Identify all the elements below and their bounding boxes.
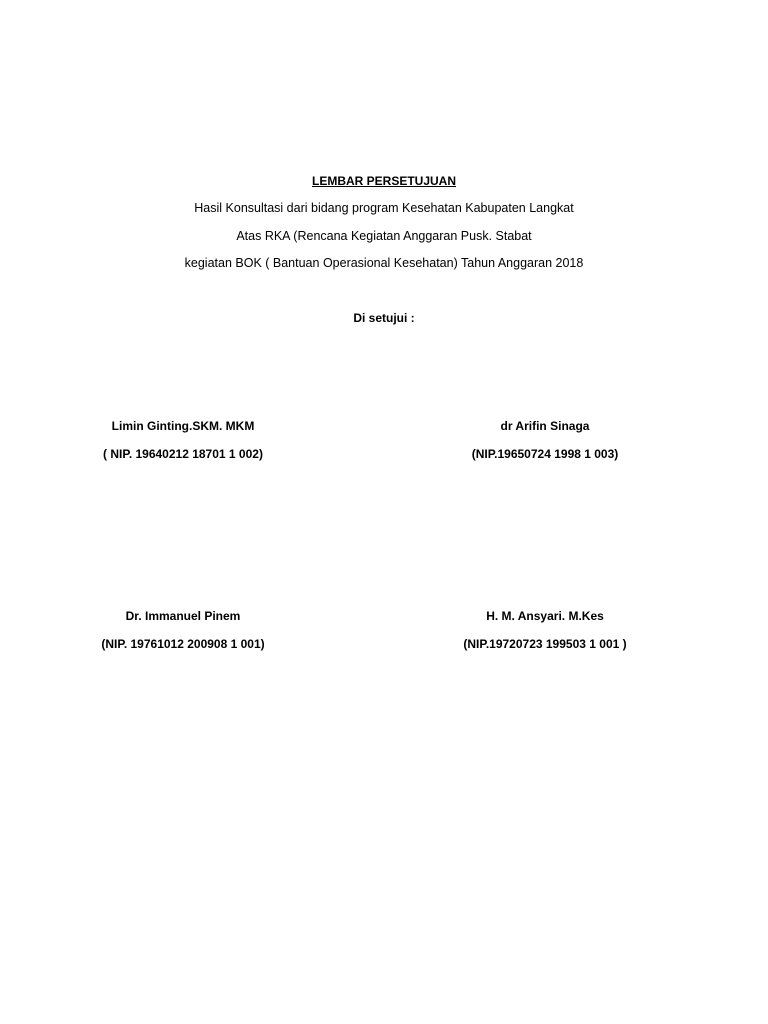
signatory-3-nip: (NIP. 19761012 200908 1 001): [101, 637, 265, 651]
signatory-3-name: Dr. Immanuel Pinem: [125, 609, 241, 623]
signatory-2-name: dr Arifin Sinaga: [500, 419, 590, 433]
signatory-4-name: H. M. Ansyari. M.Kes: [486, 609, 604, 623]
intro-line-2: Atas RKA (Rencana Kegiatan Anggaran Pusk. Stabat: [236, 229, 532, 243]
intro-line-1: Hasil Konsultasi dari bidang program Kesehatan Kabupaten Langkat: [194, 201, 574, 215]
approved-label: Di setujui :: [353, 311, 415, 325]
document-title: LEMBAR PERSETUJUAN: [311, 174, 456, 188]
signatory-1-nip: ( NIP. 19640212 18701 1 002): [103, 447, 263, 461]
signatory-1-name: Limin Ginting.SKM. MKM: [111, 419, 255, 433]
signatory-2-nip: (NIP.19650724 1998 1 003): [471, 447, 619, 461]
signatory-4-nip: (NIP.19720723 199503 1 001 ): [463, 637, 627, 651]
intro-line-3: kegiatan BOK ( Bantuan Operasional Kesehatan) Tahun Anggaran 2018: [184, 256, 584, 270]
